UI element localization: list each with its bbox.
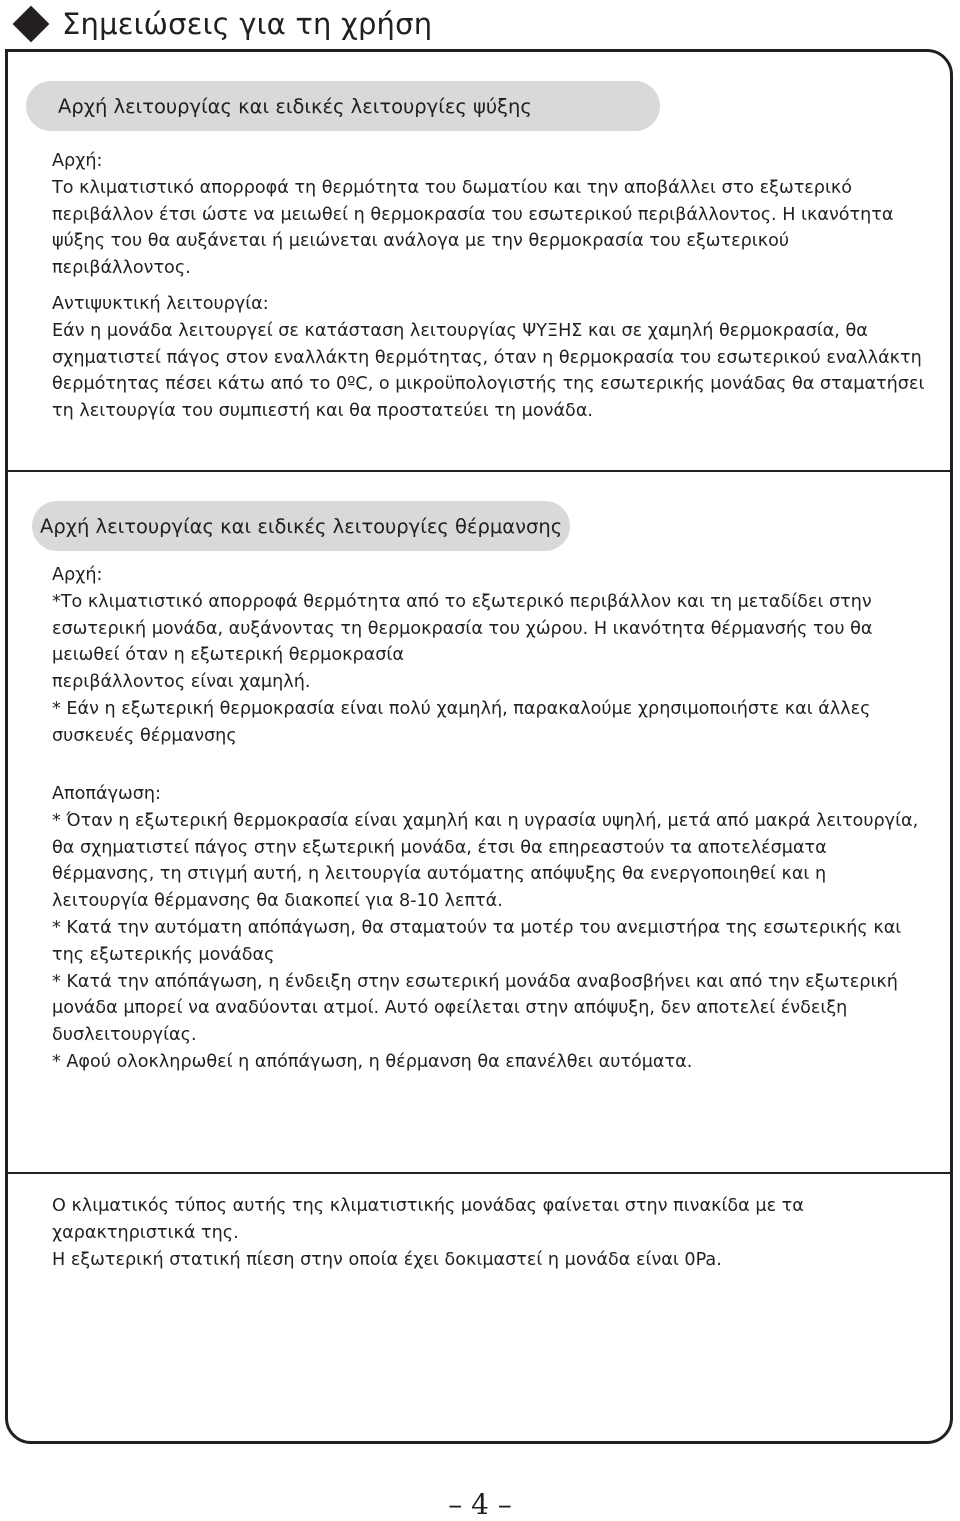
heating-principle-text: περιβάλλοντος είναι χαμηλή.	[52, 672, 311, 693]
defrost-item: * Κατά την αυτόματη απόπάγωση, θα σταματούν τα μοτέρ του ανεμιστήρα της εσωτερικής και της εξωτερικής μονάδας	[52, 917, 902, 965]
cooling-principle-text: Το κλιματιστικό απορροφά τη θερμότητα του δωματίου και την αποβάλλει στο εξωτερικό περιβάλλον έτσι ώστε να μειωθεί η θερμοκρασία του εσωτερικού περιβάλλοντος. Η ικανότητα ψύξης του θα αυξάνεται ή μειώνεται ανάλογα με την θερμοκρασία του εξωτερικού περιβάλλοντος.	[52, 177, 894, 279]
heating-principle-label: Αρχή:	[52, 565, 103, 585]
diamond-icon	[13, 6, 50, 43]
antifreeze-label: Αντιψυκτική λειτουργία:	[52, 294, 269, 314]
heating-principle	[52, 562, 928, 750]
section-divider	[8, 1172, 950, 1174]
defrost-item: * Όταν η εξωτερική θερμοκρασία είναι χαμηλή και η υγρασία υψηλή, μετά από μακρά λειτουργία, θα σχηματιστεί πάγος στην εξωτερική μονάδα, έτσι θα επηρεαστούν τα αποτελέσματα θέρμανσης, τη στιγμή αυτή, η λειτουργία αυτόματης απόψυξης θα ενεργοποιηθεί και η λειτουργία θέρμανσης θα διακοπεί για 8-10 λεπτά.	[52, 810, 919, 912]
footer-notes	[52, 1193, 928, 1273]
static-pressure-note: Η εξωτερική στατική πίεση στην οποία έχει δοκιμαστεί η μονάδα είναι 0Pa.	[52, 1249, 722, 1270]
page-title: Σημειώσεις για τη χρήση	[62, 7, 433, 41]
climate-type-note: Ο κλιματικός τύπος αυτής της κλιματιστικής μονάδας φαίνεται στην πινακίδα με τα χαρακτηριστικά της.	[52, 1196, 804, 1243]
page-header	[8, 2, 432, 46]
cooling-principle-label: Αρχή:	[52, 151, 103, 171]
cooling-principle	[52, 148, 928, 282]
section-divider	[8, 470, 950, 472]
defrost-item: * Κατά την απόπάγωση, η ένδειξη στην εσωτερική μονάδα αναβοσβήνει και από την εξωτερική μονάδα μπορεί να αναδύονται ατμοί. Αυτό οφείλεται στην απόψυξη, δεν αποτελεί ένδειξη δυσλειτουργίας.	[52, 971, 898, 1046]
heating-principle-text: * Εάν η εξωτερική θερμοκρασία είναι πολύ χαμηλή, παρακαλούμε χρησιμοποιήστε και άλλες συσκευές θέρμανσης	[52, 698, 871, 746]
cooling-antifreeze	[52, 291, 928, 425]
heating-section-heading: Αρχή λειτουργίας και ειδικές λειτουργίες θέρμανσης	[32, 501, 570, 551]
cooling-section-heading: Αρχή λειτουργίας και ειδικές λειτουργίες ψύξης	[26, 81, 660, 131]
defrost-label: Αποπάγωση:	[52, 784, 161, 804]
content-frame	[5, 49, 953, 1444]
defrost-section	[52, 781, 928, 1076]
antifreeze-text: Εάν η μονάδα λειτουργεί σε κατάσταση λειτουργίας ΨΥΞΗΣ και σε χαμηλή θερμοκρασία, θα σχηματιστεί πάγος στον εναλλάκτη θερμότητας, όταν η θερμοκρασία του εσωτερικού εναλλάκτη θερμότητας πέσει κάτω από το 0ºC, ο μικροϋπολογιστής της εσωτερικής μονάδας θα σταματήσει τη λειτουργία του συμπιεστή και θα προστατεύει τη μονάδα.	[52, 320, 925, 422]
defrost-item: * Αφού ολοκληρωθεί η απόπάγωση, η θέρμανση θα επανέλθει αυτόματα.	[52, 1051, 693, 1072]
heating-principle-text: *Το κλιματιστικό απορροφά θερμότητα από το εξωτερικό περιβάλλον και τη μεταδίδει στην εσωτερική μονάδα, αυξάνοντας τη θερμοκρασία του χώρου. Η ικανότητα θέρμανσής του θα μειωθεί όταν η εξωτερική θερμοκρασία	[52, 591, 873, 666]
page-number: – 4 –	[448, 1488, 512, 1521]
